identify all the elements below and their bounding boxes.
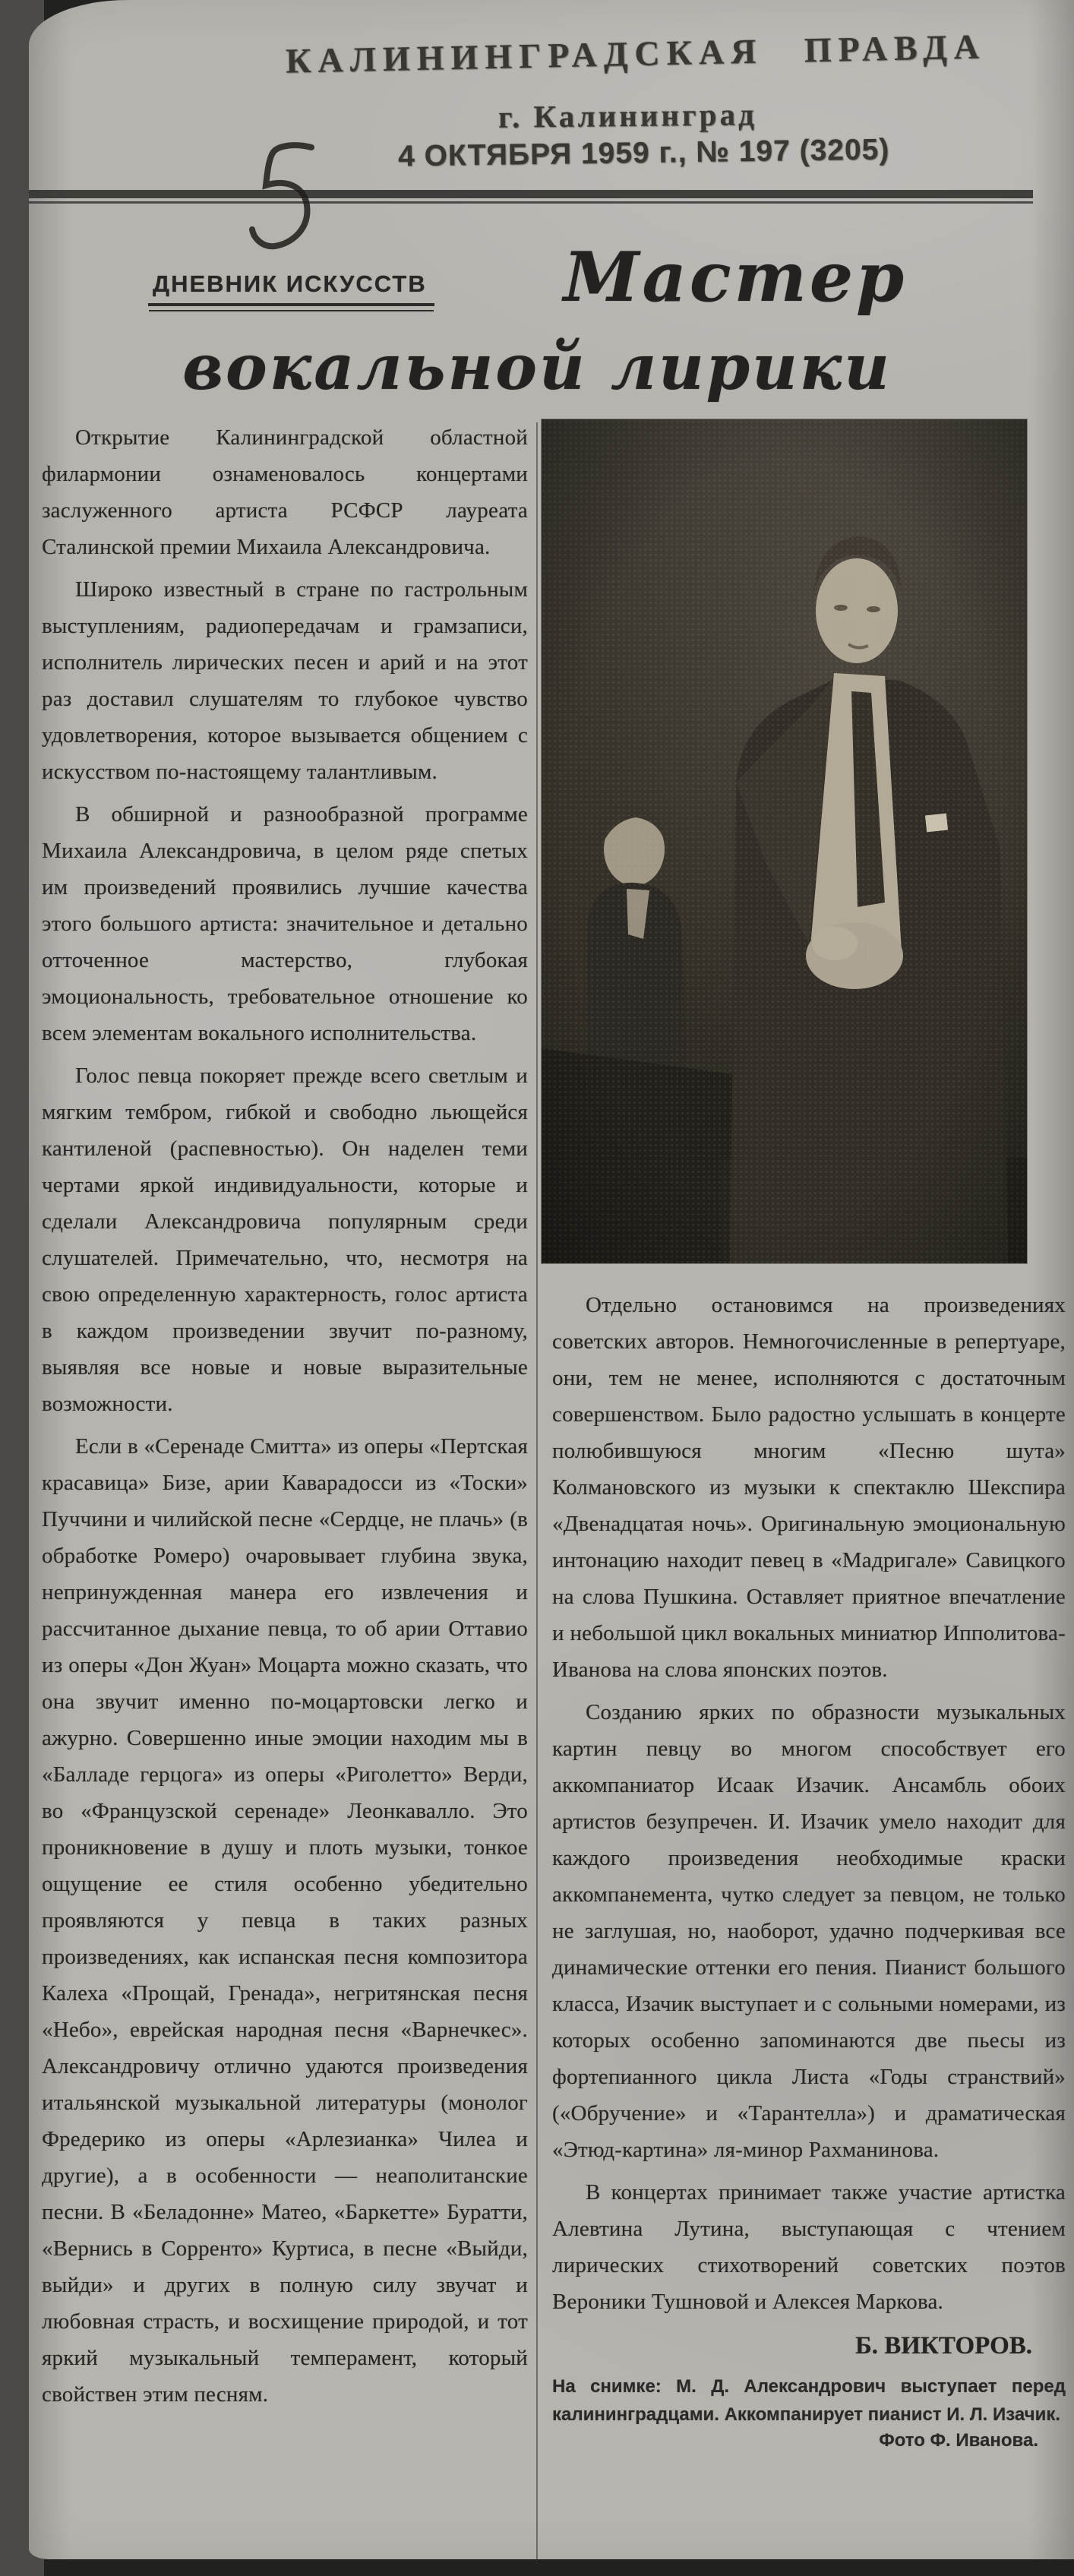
article-paragraph: Отдельно остановимся на произведениях советских авторов. Немногочисленные в репертуаре, они, тем не менее, исполняются с достаточным совершенством. Было радостно услышать в концерте полюбившуюся многим «Песню шута» Колмановского из музыки к спектаклю Шекспира «Двенадцатая ночь». Оригинальную эмоциональную интонацию находит певец в «Мадригале» Савицкого на слова Пушкина. Оставляет приятное впечатление и небольшой цикл вокальных миниатюр Ипполитова-Иванова на слова японских поэтов. <box>552 1293 1066 1682</box>
right-column <box>552 1287 1066 2451</box>
article-photo <box>542 419 1027 1263</box>
article-paragraph: Голос певца покоряет прежде всего светлым и мягким тембром, гибкой и свободно льющейся кантиленой (распевностью). Он наделен теми чертами яркой индивидуальности, которые и сделали Александровича популярным среди слушателей. Примечательно, что, несмотря на свою определенную характерность, голос артиста в каждом произведении звучит по-разному, выявляя все новые и новые выразительные возможности. <box>42 1064 528 1416</box>
article-title-line1: Мастер <box>563 237 908 318</box>
byline: Б. ВИКТОРОВ. <box>854 2332 1032 2359</box>
masthead-newspaper-stamp: КАЛИНИНГРАДСКАЯ ПРАВДА <box>285 27 987 81</box>
handwritten-mark-5 <box>248 141 331 263</box>
masthead-city-stamp: г. Калининград <box>498 96 757 134</box>
masthead-divider-rule <box>29 190 1033 204</box>
article-paragraph: Созданию ярких по образности музыкальных картин певцу во многом способствует его аккомпаниатор Исаак Изачик. Ансамбль обоих артистов безупречен. И. Изачик умело находит для каждого произведения необходимые краски аккомпанемента, чутко следует за певцом, не только не заглушая, но, наоборот, удачно подчеркивая все динамические оттенки его пения. Пианист большого класса, Изачик выступает и с сольными номерами, из которых особенно запоминаются две пьесы из фортепианного цикла Листа «Годы странствий» («Обручение» и «Тарантелла») и драматическая «Этюд-картина» ля-минор Рахманинова. <box>552 1700 1066 2162</box>
left-column <box>42 419 528 2419</box>
photo-credit: Фото Ф. Иванова. <box>879 2430 1038 2451</box>
section-kicker: ДНЕВНИК ИСКУССТВ <box>153 270 427 297</box>
photo-caption: На снимке: М. Д. Александрович выступает перед калининградцами. Аккомпанирует пианист И. Л. Изачик. <box>552 2376 1066 2425</box>
article-paragraph: В обширной и разнообразной программе Михаила Александровича, в целом ряде спетых им произведений проявились лучшие качества этого большого артиста: значительное и детально отточенное мастерство, глубокая эмоциональность, требовательное отношение ко всем элементам вокального исполнительства. <box>42 802 528 1045</box>
article-title-line2: вокальной лирики <box>182 331 892 404</box>
article-paragraph: Открытие Калининградской областной филармонии ознаменовалось концертами заслуженного артиста РСФСР лауреата Сталинской премии Михаила Александровича. <box>42 425 528 559</box>
article-paragraph: Если в «Серенаде Смитта» из оперы «Пертская красавица» Бизе, арии Каварадосси из «Тоски» Пуччини и чилийской песне «Сердце, не плачь» (в обработке Ромеро) очаровывает глубина звука, непринужденная манера его извлечения и рассчитанное дыхание певца, то об арии Оттавио из оперы «Дон Жуан» Моцарта можно сказать, что она звучит именно по-моцартовски легко и ажурно. Совершенно иные эмоции находим мы в «Балладе герцога» из оперы «Риголетто» Верди, во «Французской серенаде» Леонкавалло. Это проникновение в душу и плоть музыки, тонкое ощущение ее стиля особенно убедительно проявляются у певца в таких разных произведениях, как испанская песня композитора Калеха «Прощай, Гренада», негритянская песня «Небо», еврейская народная песня «Варнечкес». Александровичу отлично удаются произведения итальянской музыкальной литературы (монолог Фредерико из оперы «Арлезианка» Чилеа и другие), а в особенности — неаполитанские песни. В «Беладонне» Матео, «Баркетте» Буратти, «Вернись в Сорренто» Куртиса, в песне «Выйди, выйди» и других в полную силу звучат и любовная страсть, и восхищение природой, и тот яркий музыкальный темперамент, который свойствен этим песням. <box>42 1434 528 2407</box>
article-paragraph: Широко известный в стране по гастрольным выступлениям, радиопередачам и грамзаписи, исполнитель лирических песен и арий и на этот раз доставил слушателям то глубокое чувство удовлетворения, которое вызывается общением с искусством по-настоящему талантливым. <box>42 577 528 784</box>
newspaper-clipping <box>29 0 1074 2559</box>
column-rule <box>536 422 538 2566</box>
article-paragraph: В концертах принимает также участие артистка Алевтина Лутина, выступающая с чтением лирических стихотворений советских поэтов Вероники Тушновой и Алексея Маркова. <box>552 2180 1066 2314</box>
masthead-date-issue-stamp: 4 ОКТЯБРЯ 1959 г., № 197 (3205) <box>397 133 890 173</box>
